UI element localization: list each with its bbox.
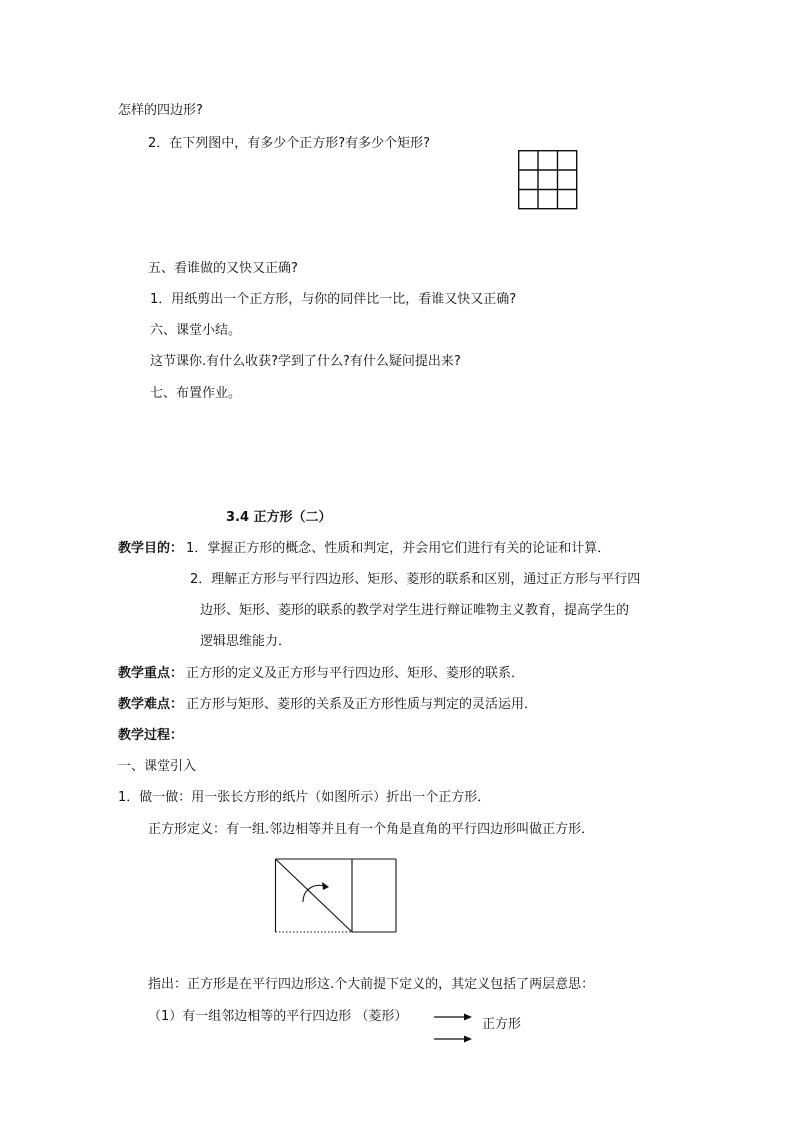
previous-line: 怎样的四边形? [118, 103, 203, 118]
lesson-title: 3.4 正方形（二） [226, 510, 332, 525]
part5-title: 五、看谁做的又快又正确? [148, 261, 298, 276]
arrow-top-icon [434, 1012, 472, 1022]
objective-2-line3: 逻辑思维能力． [200, 634, 292, 649]
arrow-bottom-icon [434, 1034, 472, 1044]
objectives-label: 教学目的： [118, 541, 184, 556]
part6-text: 这节课你.有什么收获?学到了什么?有什么疑问提出来? [150, 354, 461, 369]
objective-2-line2: 边形、矩形、菱形的联系的教学对学生进行辩证唯物主义教育，提高学生的 [200, 603, 630, 618]
definition: 正方形定义：有一组.邻边相等并且有一个角是直角的平行四边形叫做正方形． [148, 822, 595, 837]
result-label: 正方形 [482, 1017, 522, 1032]
difficulty-text: 正方形与矩形、菱形的关系及正方形性质与判定的灵活运用． [186, 697, 538, 712]
part6-title: 六、课堂小结。 [150, 323, 242, 338]
part5-item1: 1．用纸剪出一个正方形，与你的同伴比一比，看谁又快又正确? [150, 292, 517, 307]
question-2: 2．在下列图中，有多少个正方形?有多少个矩形? [148, 136, 431, 151]
objective-2-line1: 2．理解正方形与平行四边形、矩形、菱形的联系和区别，通过正方形与平行四 [190, 572, 641, 587]
key-text: 正方形的定义及正方形与平行四边形、矩形、菱形的联系． [186, 666, 525, 681]
meaning-1: （1）有一组邻边相等的平行四边形 （菱形） [148, 1009, 408, 1024]
item-1: 1．做一做：用一张长方形的纸片（如图所示）折出一个正方形． [118, 790, 491, 805]
objective-1: 1．掌握正方形的概念、性质和判定，并会用它们进行有关的论证和计算． [186, 541, 611, 556]
note: 指出：正方形是在平行四边形这.个大前提下定义的，其定义包括了两层意思： [148, 977, 595, 992]
part1-title: 一、课堂引入 [118, 759, 197, 774]
difficulty-label: 教学难点： [118, 697, 184, 712]
part7-title: 七、布置作业。 [150, 386, 242, 401]
process-label: 教学过程： [118, 728, 184, 743]
key-label: 教学重点： [118, 666, 184, 681]
grid-figure [518, 150, 578, 210]
folding-figure [275, 858, 397, 934]
